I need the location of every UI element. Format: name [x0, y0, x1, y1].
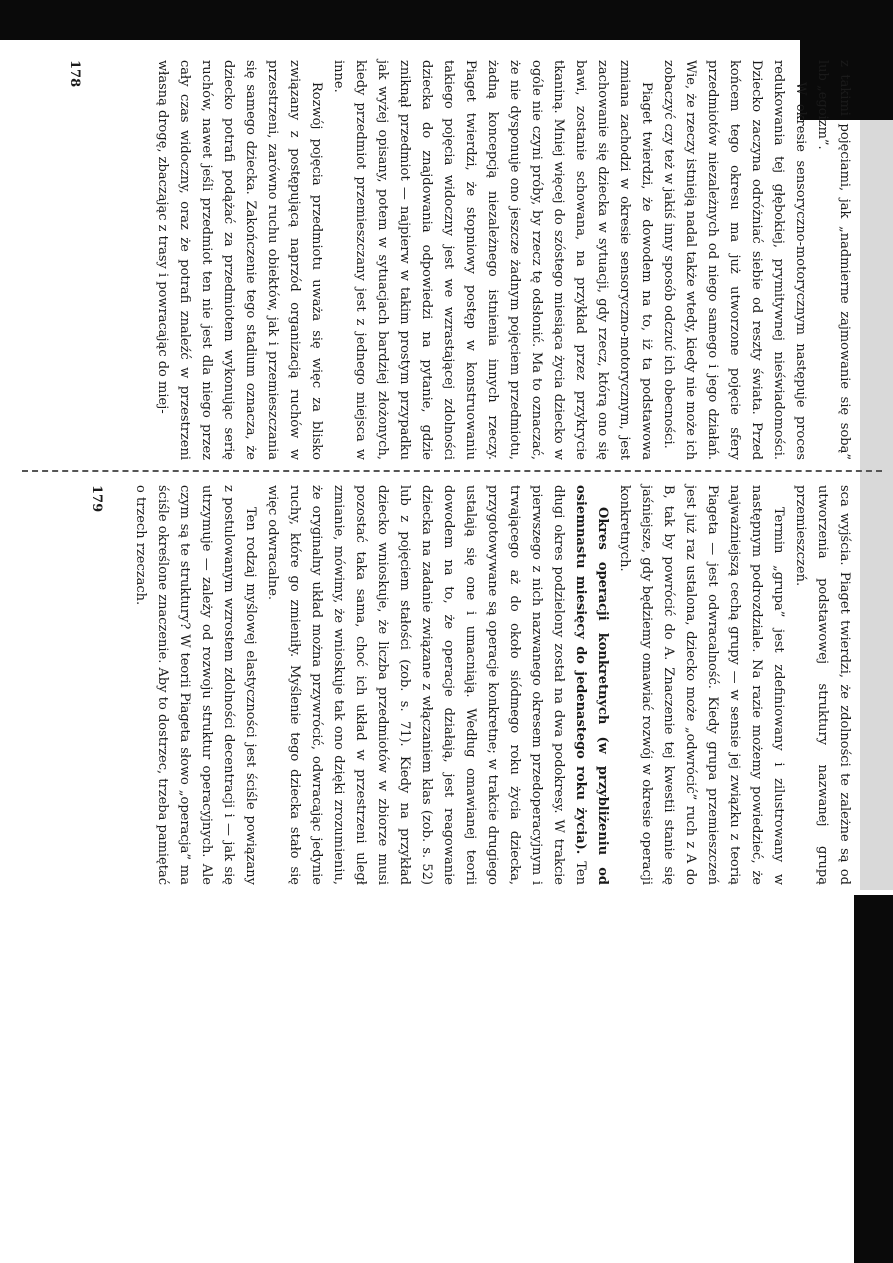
scanner-shadow-right — [860, 120, 893, 890]
paragraph: W okresie sensoryczno-motorycznym następuje proces redukowania tej głębokiej, prymitywnej nieświadomości. Dziecko zaczyna odróżniać siebie od reszty świata. Przed końcem tego okresu ma już utworzone pojęcie sfery przedmiotów niezależnych od niego samego i jego działań. Wie, że rzeczy istnieją nadal także wtedy, kiedy nie może ich zobaczyć czy też w jakiś inny sposób odczuć ich obecności. — [661, 60, 808, 460]
page-gutter — [22, 470, 882, 472]
paragraph: z takimi pojęciami, jak „nadmierne zajmowanie się sobą” lub „egoizm”. — [815, 60, 852, 460]
paragraph-with-heading — [261, 485, 613, 885]
paragraph: Termin „grupa” jest zdefiniowany i zilustrowany w następnym podrozdziale. Na razie możemy powiedzieć, że najważniejszą cechą grupy — w sensie jej związku z teorią Piageta — jest odwracalność. Kiedy grupa przemieszczeń jest już raz ustalona, dziecko może „odwrócić” ruch z A do B, tak by powrócić do A. Znaczenie tej kwestii stanie się jaśniejsze, gdy będziemy omawiać rozwój w okresie operacji konkretnych. — [617, 485, 786, 885]
section-heading: Okres operacji konkretnych (w przybliżeniu od osiemnastu miesięcy do jedenastego roku życia). — [573, 485, 610, 885]
paragraph: sca wyjścia. Piaget twierdzi, że zdolności te zależne są od utworzenia podstawowej struktury nazwanej grupą przemieszczeń. — [793, 485, 852, 885]
page-number: 179 — [89, 485, 104, 513]
scanner-border-right — [854, 895, 893, 1263]
page-178 — [67, 60, 855, 460]
paragraph: Ten rodzaj myślowej elastyczności jest ściśle powiązany z postulowanym wzrostem zdolności decentracji i — jak się utrzymuje — zależy od rozwoju struktur operacyjnych. Ale czym są te struktury? W teorii Piageta słowo „operacja” ma ściśle określone znaczenie. Aby to dostrzec, trzeba pamiętać o trzech rzeczach. — [133, 485, 258, 885]
paragraph: Piaget twierdzi, że dowodem na to, iż ta podstawowa zmiana zachodzi w okresie sensoryczno-motorycznym, jest zachowanie się dziecka w sytuacji, gdy rzecz, którą ono się bawi, zostanie schowana, na przykład przez przykrycie tkaniną. Mniej więcej do szóstego miesiąca życia dziecko w ogóle nie czyni próby, by rzecz tę odsłonić. Ma to oznaczać, że nie dysponuje ono jeszcze żadnym pojęciem przedmiotu, żadną koncepcją niezależnego istnienia innych rzeczy. Piaget twierdzi, że stopniowy postęp w konstruowaniu takiego pojęcia widoczny jest we wzrastającej zdolności dziecka do znajdowania odpowiedzi na pytanie, gdzie zniknął przedmiot — najpierw w takim prostym przypadku jak wyżej opisany, potem w sytuacjach bardziej złożonych, kiedy przedmiot przemieszczany jest z jednego miejsca w inne. — [331, 60, 654, 460]
page-179 — [89, 485, 855, 885]
page-number: 178 — [67, 60, 82, 88]
paragraph-body: Ten długi okres podzielony został na dwa podokresy. W trakcie pierwszego z nich nazwanego okresem przedoperacyjnym i trwającego aż do około siódmego roku życia dziecka, przygotowywane są operacje konkretne; w trakcie drugiego ustalają się one i umacniają. Według omawianej teorii dowodem na to, że operacje działają, jest reagowanie dziecka na zadanie związane z włączaniem klas (zob. s. 52) lub z pojęciem stałości (zob. s. 71). Kiedy na przykład dziecko wnioskuje, że liczba przedmiotów w zbiorze musi pozostać taka sama, choć ich układ w przestrzeni uległ zmianie, mówimy, że wnioskuje tak ono dzięki zrozumieniu, że oryginalny układ można przywrócić, odwracając jedynie ruchy, które go zmieniły. Myślenie tego dziecka stało się więc odwracalne. — [265, 485, 588, 885]
paragraph: Rozwój pojęcia przedmiotu uważa się więc za blisko związany z postępującą naprzód organizacją ruchów w przestrzeni, zarówno ruchu obiektów, jak i przemieszczania się samego dziecka. Zakończenie tego stadium oznacza, że dziecko potrafi podążać za przedmiotem wykonując serię ruchów, nawet jeśli przedmiot ten nie jest dla niego przez cały czas widoczny, oraz że potrafi znaleźć w przestrzeni własną drogę, zbaczając z trasy i powracając do miej- — [155, 60, 324, 460]
scanner-border-top — [0, 0, 893, 40]
